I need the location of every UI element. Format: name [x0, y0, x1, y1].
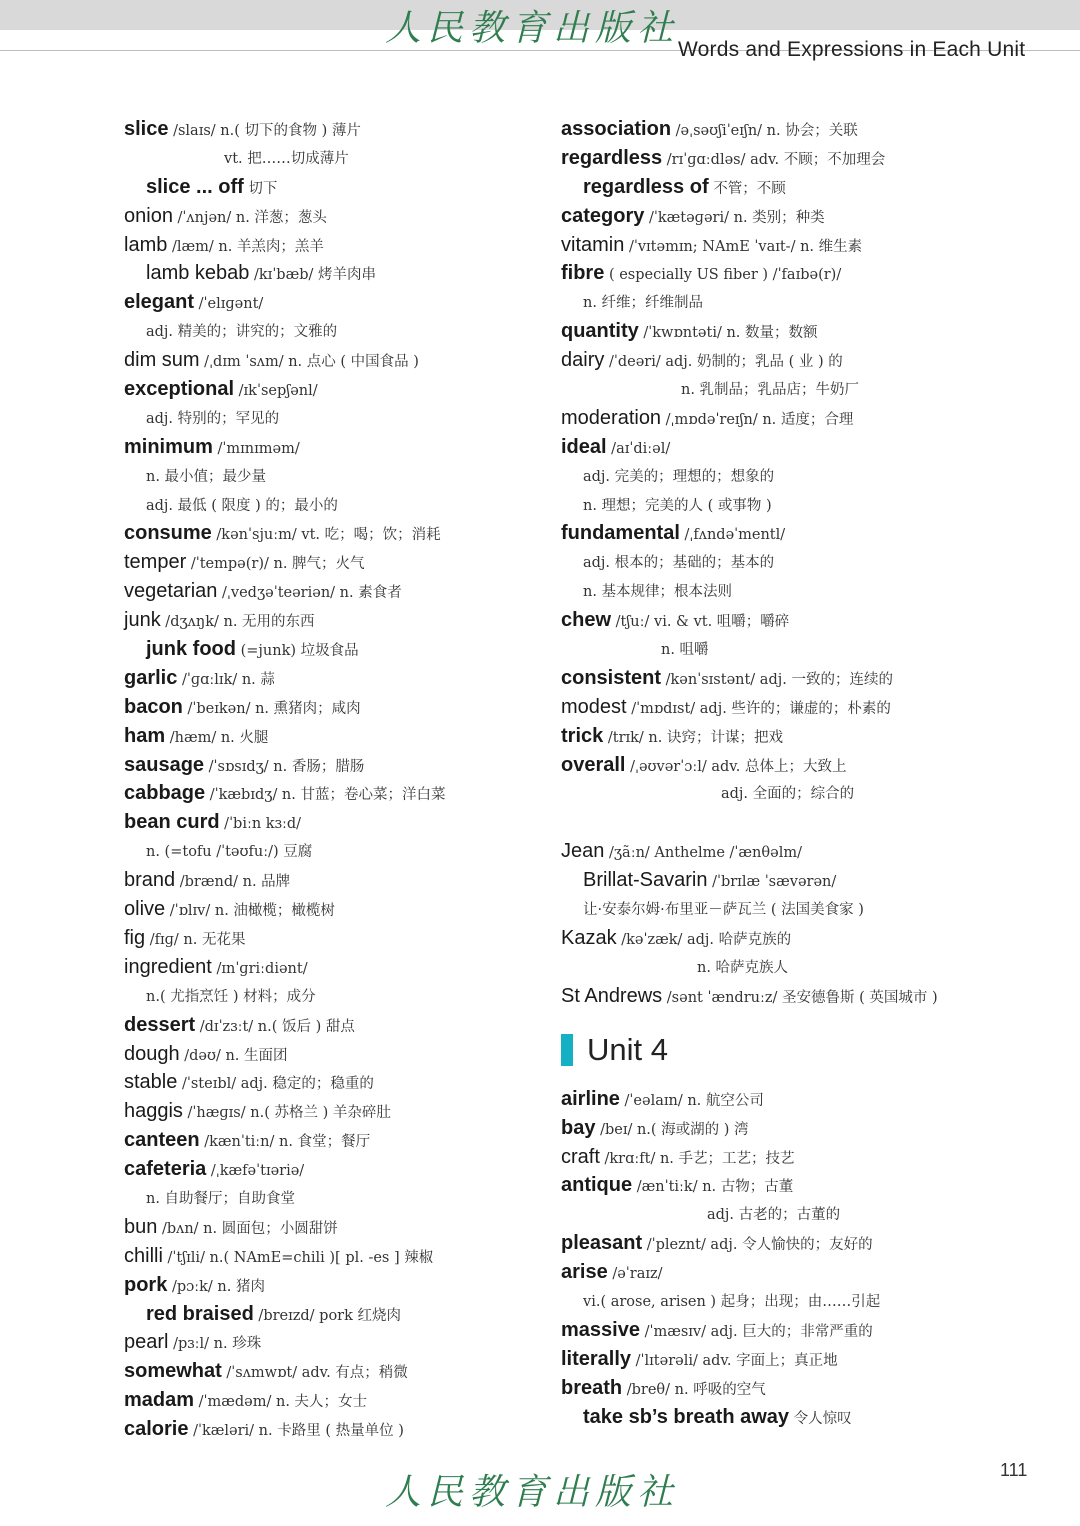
definition: adj. 全面的；综合的 — [721, 786, 855, 803]
headword: canteen — [124, 1129, 200, 1152]
definition: /slaɪs/ n.( 切下的食物 ) 薄片 — [168, 123, 361, 139]
definition: /dəʊ/ n. 生面团 — [179, 1047, 288, 1064]
vocab-entry — [561, 1171, 1001, 1200]
vocab-entry — [124, 982, 544, 1011]
definition: /ʒãːn/ Anthelme /ˈænθəlm/ — [604, 845, 802, 862]
unit-heading — [561, 1019, 1001, 1081]
definition: /trɪk/ n. 诀窍；计谋；把戏 — [603, 729, 783, 746]
headword: brand — [124, 869, 176, 892]
headword: bean curd — [124, 811, 220, 834]
vocab-entry — [124, 1126, 544, 1155]
definition: /krɑːft/ n. 手艺；工艺；技艺 — [599, 1150, 795, 1167]
definition: ( especially US fiber ) /ˈfaɪbə(r)/ — [604, 267, 842, 284]
headword: bacon — [124, 695, 183, 718]
vocab-entry — [561, 635, 1001, 664]
vocab-entry — [124, 404, 544, 433]
vocab-entry — [124, 664, 544, 693]
definition: /ˈlɪtərəli/ adv. 字面上；真正地 — [631, 1352, 838, 1369]
vocab-entry — [124, 1300, 544, 1329]
vocab-entry — [124, 1271, 544, 1300]
headword: madam — [124, 1389, 195, 1412]
headword: chew — [561, 609, 612, 632]
vocab-entry — [124, 1386, 544, 1415]
definition: /ˈmɒdɪst/ adj. 些许的；谦虚的；朴素的 — [626, 700, 891, 717]
vocab-entry — [124, 115, 544, 144]
definition: /ˈsteɪbl/ adj. 稳定的；稳重的 — [177, 1076, 374, 1093]
vocab-entry — [124, 837, 544, 866]
definition: /ˈdeəri/ adj. 奶制的；乳品 ( 业 ) 的 — [604, 354, 843, 371]
vocab-entry — [561, 317, 1001, 346]
headword: category — [561, 204, 645, 227]
definition: /ˈeəlaɪn/ n. 航空公司 — [619, 1092, 764, 1109]
definition: /kɪˈbæb/ 烤羊肉串 — [249, 267, 376, 284]
headword: cafeteria — [124, 1158, 207, 1181]
vocab-entry — [124, 491, 544, 520]
headword: fig — [124, 926, 146, 949]
vocab-entry — [124, 317, 544, 346]
definition: /kænˈtiːn/ n. 食堂；餐厅 — [199, 1134, 371, 1151]
headword: cabbage — [124, 782, 206, 805]
headword: sausage — [124, 753, 205, 776]
headword: antique — [561, 1174, 633, 1197]
definition: /ˈmɪnɪməm/ — [212, 440, 300, 457]
vocab-entry — [124, 722, 544, 751]
definition: /ˈelɪɡənt/ — [194, 296, 264, 313]
vocab-entry — [561, 519, 1001, 548]
definition: /ˈɡɑːlɪk/ n. 蒜 — [177, 671, 275, 688]
headword: lamb — [124, 233, 168, 256]
vocab-entry — [561, 404, 1001, 433]
definition: /ˈtempə(r)/ n. 脾气；火气 — [186, 556, 365, 573]
definition: n. 理想；完美的人 ( 或事物 ) — [583, 497, 772, 514]
headword: Kazak — [561, 927, 617, 950]
vocab-entry — [124, 866, 544, 895]
vocab-entry — [561, 924, 1001, 953]
definition: /pɜːl/ n. 珍珠 — [168, 1336, 262, 1353]
headword: fibre — [561, 262, 605, 285]
vocab-entry — [124, 1328, 544, 1357]
headword: moderation — [561, 406, 662, 429]
definition: /aɪˈdiːəl/ — [606, 440, 671, 457]
headword: exceptional — [124, 378, 235, 401]
unit-heading-bar — [561, 1034, 573, 1066]
vocab-entry — [561, 693, 1001, 722]
vocab-entry — [124, 1415, 544, 1444]
vocab-entry — [124, 808, 544, 837]
vocab-entry — [561, 1258, 1001, 1287]
definition: 让·安泰尔姆·布里亚－萨瓦兰 ( 法国美食家 ) — [583, 902, 864, 919]
vocab-entry — [561, 346, 1001, 375]
definition: /ˈkæləri/ n. 卡路里 ( 热量单位 ) — [188, 1423, 404, 1440]
right-column — [561, 115, 1001, 1431]
vocab-entry — [561, 1403, 1001, 1432]
definition: /ˈkætəɡəri/ n. 类别；种类 — [644, 209, 825, 226]
definition: n. 纤维；纤维制品 — [583, 295, 704, 312]
headword: Brillat-Savarin — [583, 869, 708, 892]
headword: dairy — [561, 349, 605, 372]
vocab-entry — [124, 751, 544, 780]
headword: quantity — [561, 320, 639, 343]
vocab-entry — [124, 953, 544, 982]
headword: trick — [561, 724, 604, 747]
definition: vt. 把……切成薄片 — [224, 150, 349, 167]
headword: onion — [124, 204, 173, 227]
definition: (=junk) 垃圾食品 — [235, 643, 359, 660]
vocab-entry — [561, 1374, 1001, 1403]
definition: /pɔːk/ n. 猪肉 — [167, 1278, 265, 1295]
headword: ingredient — [124, 955, 212, 978]
headword: arise — [561, 1261, 608, 1284]
headword: bay — [561, 1116, 596, 1139]
vocab-entry — [124, 346, 544, 375]
headword: ideal — [561, 435, 607, 458]
definition: /ænˈtiːk/ n. 古物；古董 — [632, 1179, 794, 1196]
headword: breath — [561, 1376, 623, 1399]
vocab-entry — [561, 144, 1001, 173]
vocab-entry — [124, 635, 544, 664]
definition: /ˈmæsɪv/ adj. 巨大的；非常严重的 — [639, 1323, 873, 1340]
headword: red braised — [146, 1302, 254, 1325]
headword: vegetarian — [124, 580, 218, 603]
definition: adj. 最低 ( 限度 ) 的；最小的 — [146, 497, 338, 514]
vocab-entry — [561, 231, 1001, 260]
definition: /læm/ n. 羊羔肉；羔羊 — [167, 238, 324, 255]
vocab-entry — [561, 259, 1001, 288]
vocab-entry — [124, 375, 544, 404]
vocab-entry — [561, 1085, 1001, 1114]
headword: stable — [124, 1071, 178, 1094]
vocab-entry — [124, 895, 544, 924]
headword: haggis — [124, 1100, 183, 1123]
section-spacer — [561, 808, 1001, 837]
headword: chilli — [124, 1244, 163, 1267]
headword: modest — [561, 695, 627, 718]
publisher-logo-bottom: 人民教育出版社 — [385, 1472, 680, 1513]
vocab-entry — [561, 1316, 1001, 1345]
definition: /ˌvedʒəˈteəriən/ n. 素食者 — [217, 585, 402, 602]
definition: /ɪkˈsepʃənl/ — [234, 383, 318, 400]
definition: /ˈbrɪlæ ˈsævərən/ — [707, 874, 837, 891]
vocab-entry — [124, 231, 544, 260]
definition: /kənˈsɪstənt/ adj. 一致的；连续的 — [661, 671, 893, 688]
headword: pearl — [124, 1331, 169, 1354]
headword: minimum — [124, 435, 213, 458]
definition: /hæm/ n. 火腿 — [165, 729, 269, 746]
vocab-entry — [124, 1213, 544, 1242]
definition: /ˈsʌmwɒt/ adv. 有点；稍微 — [221, 1365, 408, 1382]
unit-heading-text: Unit 4 — [587, 1031, 668, 1067]
vocab-entry — [561, 491, 1001, 520]
vocab-entry — [124, 606, 544, 635]
headword: regardless of — [583, 175, 709, 198]
vocab-entry — [124, 1097, 544, 1126]
headword: bun — [124, 1215, 158, 1238]
definition: n. 哈萨克族人 — [697, 959, 789, 976]
vocab-entry — [124, 1184, 544, 1213]
headword: olive — [124, 898, 166, 921]
definition: /ˌmɒdəˈreɪʃn/ n. 适度；合理 — [661, 411, 854, 428]
vocab-entry — [561, 953, 1001, 982]
vocab-entry — [124, 693, 544, 722]
section-title: Words and Expressions in Each Unit — [678, 38, 1026, 61]
definition: adj. 根本的；基础的；基本的 — [583, 555, 775, 572]
headword: junk food — [146, 638, 236, 661]
headword: ham — [124, 724, 166, 747]
vocab-entry — [124, 924, 544, 953]
vocab-entry — [561, 779, 1001, 808]
definition: /ˈpleznt/ adj. 令人愉快的；友好的 — [642, 1237, 873, 1254]
vocab-entry — [124, 259, 544, 288]
headword: temper — [124, 551, 187, 574]
headword: pleasant — [561, 1232, 643, 1255]
vocab-entry — [124, 1068, 544, 1097]
headword: dessert — [124, 1013, 196, 1036]
vocab-entry — [124, 548, 544, 577]
definition: /ˈmædəm/ n. 夫人；女士 — [194, 1394, 368, 1411]
definition: /ˈbeɪkən/ n. 熏猪肉；咸肉 — [182, 700, 361, 717]
vocab-entry — [561, 548, 1001, 577]
definition: n.( 尤指烹饪 ) 材料；成分 — [146, 988, 316, 1005]
headword: vitamin — [561, 233, 625, 256]
definition: /fɪɡ/ n. 无花果 — [145, 931, 246, 948]
headword: calorie — [124, 1418, 189, 1441]
headword: St Andrews — [561, 984, 663, 1007]
vocab-entry — [561, 1229, 1001, 1258]
headword: airline — [561, 1087, 620, 1110]
vocab-entry — [561, 1114, 1001, 1143]
vocab-entry — [124, 1040, 544, 1069]
definition: /dʒʌŋk/ n. 无用的东西 — [160, 614, 315, 631]
headword: take sb’s breath away — [583, 1405, 790, 1428]
vocab-entry — [124, 779, 544, 808]
headword: pork — [124, 1273, 168, 1296]
headword: fundamental — [561, 522, 680, 545]
definition: n. 咀嚼 — [661, 642, 709, 659]
definition: /kəˈzæk/ adj. 哈萨克族的 — [616, 932, 792, 949]
definition: /ˈkæbɪdʒ/ n. 甘蓝；卷心菜；洋白菜 — [205, 787, 446, 804]
vocab-entry — [124, 462, 544, 491]
definition: /ˌəʊvərˈɔːl/ adv. 总体上；大致上 — [625, 758, 847, 775]
definition: /ɪnˈɡriːdiənt/ — [211, 960, 308, 977]
vocab-entry — [561, 433, 1001, 462]
definition: /breɪzd/ pork 红烧肉 — [253, 1307, 402, 1324]
headword: massive — [561, 1318, 640, 1341]
headword: consume — [124, 522, 212, 545]
vocab-entry — [124, 202, 544, 231]
page-number: 111 — [1000, 1460, 1028, 1480]
headword: craft — [561, 1145, 600, 1168]
vocab-entry — [561, 1200, 1001, 1229]
headword: lamb kebab — [146, 262, 250, 285]
definition: /rɪˈɡɑːdləs/ adv. 不顾；不加理会 — [662, 151, 886, 168]
vocab-entry — [124, 1011, 544, 1040]
definition: /ˈɒlɪv/ n. 油橄榄；橄榄树 — [165, 903, 335, 920]
definition: n. 乳制品；乳品店；牛奶厂 — [681, 382, 860, 399]
headword: somewhat — [124, 1360, 222, 1383]
vocab-entry — [561, 837, 1001, 866]
definition: /ˌdɪm ˈsʌm/ n. 点心 ( 中国食品 ) — [199, 354, 419, 371]
definition: vi.( arose, arisen ) 起身；出现；由……引起 — [583, 1293, 881, 1310]
definition: /ˌfʌndəˈmentl/ — [679, 527, 786, 544]
definition: /ˈbiːn kɜːd/ — [219, 816, 302, 833]
vocab-entry — [561, 462, 1001, 491]
definition: 不管；不顾 — [708, 180, 786, 197]
vocab-entry — [561, 1143, 1001, 1172]
headword: dough — [124, 1042, 180, 1065]
publisher-logo-top: 人民教育出版社 — [385, 8, 680, 49]
vocab-entry — [124, 577, 544, 606]
definition: n. 自助餐厅；自助食堂 — [146, 1190, 296, 1207]
definition: n. 最小值；最少量 — [146, 468, 267, 485]
vocab-entry — [561, 982, 1001, 1011]
definition: n. (=tofu /ˈtəʊfuː/) 豆腐 — [146, 844, 313, 861]
headword: dim sum — [124, 349, 200, 372]
vocab-entry — [561, 375, 1001, 404]
headword: elegant — [124, 291, 195, 314]
definition: /bʌn/ n. 圆面包；小圆甜饼 — [157, 1220, 338, 1237]
headword: overall — [561, 753, 626, 776]
headword: association — [561, 118, 672, 140]
vocab-entry — [561, 664, 1001, 693]
definition: /ˈhæɡɪs/ n.( 苏格兰 ) 羊杂碎肚 — [182, 1105, 391, 1122]
definition: /beɪ/ n.( 海或湖的 ) 湾 — [595, 1121, 749, 1138]
definition: /kənˈsjuːm/ vt. 吃；喝；饮；消耗 — [211, 527, 441, 544]
definition: /ˈvɪtəmɪn; NAmE ˈvaɪt-/ n. 维生素 — [624, 238, 863, 255]
definition: /tʃuː/ vi. & vt. 咀嚼；嚼碎 — [611, 614, 790, 631]
vocab-entry — [124, 144, 544, 173]
vocab-entry — [561, 606, 1001, 635]
headword: junk — [124, 609, 161, 632]
definition: adj. 特别的；罕见的 — [146, 410, 280, 427]
definition: /ˈkwɒntəti/ n. 数量；数额 — [638, 325, 818, 342]
definition: /ˈsɒsɪdʒ/ n. 香肠；腊肠 — [204, 758, 365, 775]
headword: slice ... off — [146, 175, 244, 198]
headword: regardless — [561, 146, 663, 169]
vocab-entry — [561, 895, 1001, 924]
definition: /brænd/ n. 品牌 — [175, 874, 291, 891]
vocab-entry — [561, 202, 1001, 231]
vocab-entry — [561, 1345, 1001, 1374]
definition: adj. 古老的；古董的 — [707, 1207, 841, 1224]
definition: 切下 — [243, 180, 278, 197]
vocab-entry — [561, 577, 1001, 606]
headword: Jean — [561, 840, 605, 863]
vocab-entry — [561, 722, 1001, 751]
vocab-entry — [124, 433, 544, 462]
vocab-entry — [124, 173, 544, 202]
definition: 令人惊叹 — [789, 1410, 852, 1427]
vocab-entry — [124, 1155, 544, 1184]
definition: /sənt ˈændruːz/ 圣安德鲁斯 ( 英国城市 ) — [662, 989, 938, 1006]
definition: /əˌsəʊʃiˈeɪʃn/ n. 协会；关联 — [671, 123, 858, 139]
vocab-entry — [124, 288, 544, 317]
definition: /ˈʌnjən/ n. 洋葱；葱头 — [172, 209, 327, 226]
headword: slice — [124, 118, 169, 140]
headword: consistent — [561, 666, 662, 689]
vocab-entry — [561, 115, 1001, 144]
vocab-entry — [561, 173, 1001, 202]
definition: /ˈtʃɪli/ n.( NAmE=chili )[ pl. -es ] 辣椒 — [162, 1249, 434, 1266]
definition: adj. 完美的；理想的；想象的 — [583, 468, 775, 485]
vocab-entry — [561, 751, 1001, 780]
vocab-entry — [124, 1242, 544, 1271]
definition: n. 基本规律；根本法则 — [583, 584, 733, 601]
vocab-entry — [561, 288, 1001, 317]
definition: /ˌkæfəˈtɪəriə/ — [206, 1163, 305, 1180]
definition: /dɪˈzɜːt/ n.( 饭后 ) 甜点 — [195, 1018, 355, 1035]
left-column — [124, 115, 544, 1444]
definition: adj. 精美的；讲究的；文雅的 — [146, 324, 338, 341]
vocab-entry — [561, 866, 1001, 895]
vocab-entry — [124, 1357, 544, 1386]
vocab-entry — [124, 519, 544, 548]
definition: /əˈraɪz/ — [607, 1266, 663, 1283]
headword: garlic — [124, 666, 178, 689]
headword: literally — [561, 1347, 632, 1370]
definition: /breθ/ n. 呼吸的空气 — [622, 1381, 766, 1398]
vocab-entry — [561, 1287, 1001, 1316]
